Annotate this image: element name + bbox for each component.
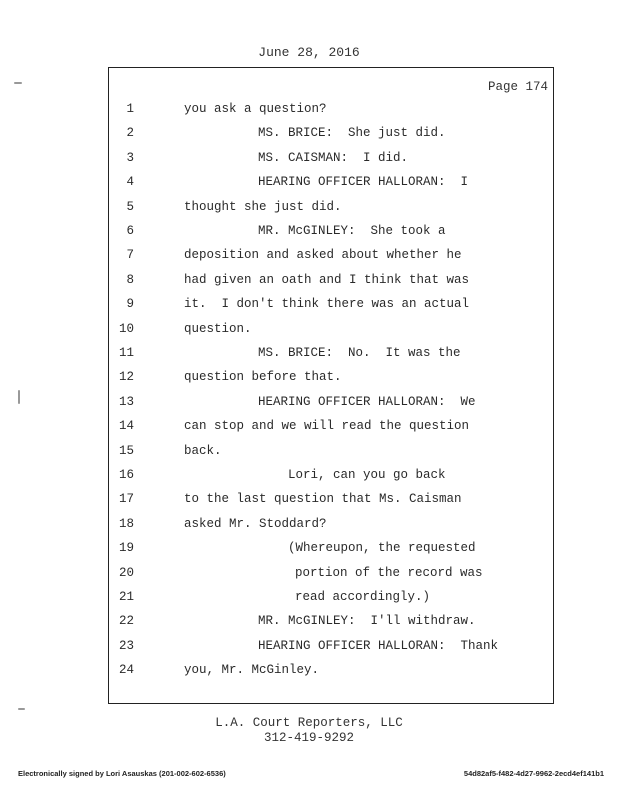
line-text: portion of the record was <box>295 565 483 580</box>
line-text: it. I don't think there was an actual <box>184 297 470 312</box>
line-number: 10 <box>118 321 134 336</box>
header-date: June 28, 2016 <box>258 45 360 60</box>
line-text: thought she just did. <box>184 199 342 214</box>
footer-company: L.A. Court Reporters, LLC <box>215 716 403 730</box>
signature-left: Electronically signed by Lori Asauskas (201-002-602-6536) <box>18 769 226 778</box>
line-number: 15 <box>118 443 134 458</box>
line-text: MR. McGINLEY: I'll withdraw. <box>258 614 476 629</box>
transcript-line <box>0 175 618 195</box>
transcript-line <box>0 297 618 317</box>
line-number: 11 <box>118 346 134 360</box>
transcript-line <box>0 322 618 342</box>
transcript-line <box>0 273 618 293</box>
line-text: deposition and asked about whether he <box>184 248 462 263</box>
line-number: 1 <box>126 102 134 116</box>
line-text: HEARING OFFICER HALLORAN: We <box>258 394 476 409</box>
line-text: asked Mr. Stoddard? <box>184 516 327 531</box>
line-text: back. <box>184 443 222 458</box>
transcript-line <box>0 639 618 659</box>
line-text: you, Mr. McGinley. <box>184 663 320 678</box>
transcript-line <box>0 590 618 610</box>
line-number: 13 <box>118 394 134 409</box>
transcript-line <box>0 370 618 390</box>
line-number: 21 <box>118 590 134 604</box>
line-text: read accordingly.) <box>295 590 431 604</box>
line-text: MS. BRICE: She just did. <box>258 126 446 141</box>
line-number: 18 <box>118 516 134 531</box>
line-number: 8 <box>126 272 134 287</box>
line-number: 23 <box>118 638 134 653</box>
line-text: MS. BRICE: No. It was the <box>258 346 461 360</box>
line-number: 7 <box>126 248 134 263</box>
transcript-line <box>0 151 618 171</box>
transcript-line <box>0 566 618 586</box>
transcript-line <box>0 200 618 220</box>
line-text: question before that. <box>184 370 342 385</box>
line-number: 4 <box>126 175 134 190</box>
line-text: HEARING OFFICER HALLORAN: Thank <box>258 638 499 653</box>
transcript-line <box>0 395 618 415</box>
line-number: 22 <box>118 614 134 629</box>
line-text: HEARING OFFICER HALLORAN: I <box>258 175 469 190</box>
line-text: to the last question that Ms. Caisman <box>184 492 462 507</box>
transcript-line <box>0 517 618 537</box>
scan-speck <box>18 390 20 404</box>
transcript-line <box>0 468 618 488</box>
footer-phone: 312-419-9292 <box>263 731 354 745</box>
line-number: 17 <box>118 492 134 507</box>
line-text: can stop and we will read the question <box>184 419 470 434</box>
line-number: 24 <box>118 663 134 678</box>
transcript-line <box>0 224 618 244</box>
page-number: Page 174 <box>487 80 548 94</box>
transcript-line <box>0 541 618 561</box>
line-number: 2 <box>126 126 134 141</box>
line-text: MS. CAISMAN: I did. <box>258 150 409 165</box>
line-text: had given an oath and I think that was <box>184 272 470 287</box>
line-text: question. <box>184 321 252 336</box>
line-text: (Whereupon, the requested <box>288 541 476 556</box>
line-number: 20 <box>118 565 134 580</box>
transcript-line <box>0 663 618 683</box>
transcript-line <box>0 126 618 146</box>
transcript-line <box>0 444 618 464</box>
line-text: MR. McGINLEY: She took a <box>258 224 446 238</box>
transcript-line <box>0 614 618 634</box>
line-number: 14 <box>118 419 134 434</box>
line-number: 12 <box>118 370 134 385</box>
transcript-line <box>0 492 618 512</box>
scan-speck <box>18 708 25 710</box>
scan-speck <box>14 82 22 84</box>
transcript-line <box>0 346 618 366</box>
line-number: 5 <box>126 199 134 214</box>
line-number: 3 <box>126 150 134 165</box>
transcript-line <box>0 248 618 268</box>
signature-right: 54d82af5-f482-4d27-9962-2ecd4ef141b1 <box>463 769 604 778</box>
line-text: Lori, can you go back <box>288 468 446 482</box>
transcript-line <box>0 102 618 122</box>
line-number: 6 <box>126 224 134 238</box>
line-number: 9 <box>126 297 134 312</box>
line-number: 16 <box>118 468 134 482</box>
line-text: you ask a question? <box>184 102 327 116</box>
transcript-line <box>0 419 618 439</box>
line-number: 19 <box>118 541 134 556</box>
